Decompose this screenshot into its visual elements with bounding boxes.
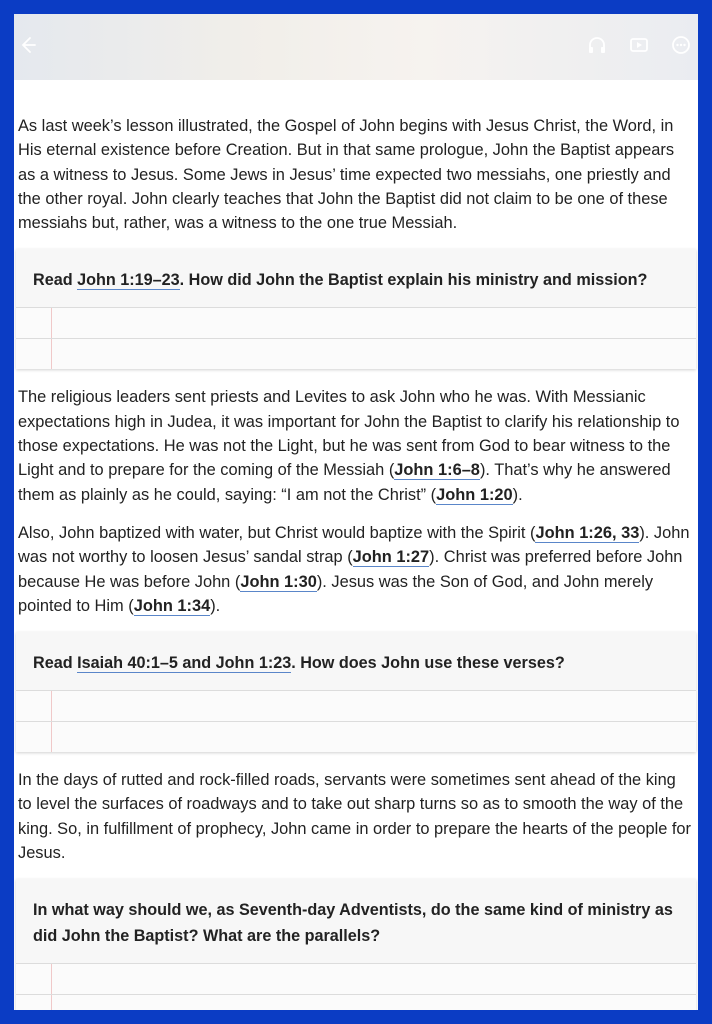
answer-line[interactable] [16, 963, 696, 994]
paragraph-intro: As last week’s lesson illustrated, the Gospel of John begins with Jesus Christ, the Word, in His eternal existence before Creation. But in that same prologue, John the Baptist appears as a witness to Jesus. Some Jews in Jesus’ time expected two messiahs, one priestly and the other royal. John clearly teaches that John the Baptist did not claim to be one of these messiahs but, rather, was a witness to the one true Messiah. [18, 117, 675, 233]
back-arrow-icon[interactable] [16, 34, 38, 56]
lesson-content [18, 114, 694, 1010]
scripture-link[interactable]: John 1:27 [352, 548, 430, 567]
answer-line[interactable] [16, 338, 696, 369]
question-2-text: . How does John use these verses? [291, 654, 565, 673]
scripture-link[interactable]: John 1:19–23 [77, 271, 180, 290]
text-span: ). John was not worthy to loosen Jesus’ sandal strap ( [18, 523, 690, 567]
text-span: ). [512, 485, 523, 504]
question-3: In what way should we, as Seventh-day Adventists, do the same kind of ministry as did John the Baptist? What are the parallels? [33, 901, 673, 946]
video-icon[interactable] [628, 34, 650, 56]
paragraph-leaders [18, 385, 694, 506]
scripture-link[interactable]: John 1:30 [240, 572, 317, 591]
scripture-link[interactable]: Isaiah 40:1–5 and John 1:23 [77, 654, 292, 673]
question-box-1 [16, 249, 696, 369]
question-1 [16, 249, 696, 307]
question-1-prefix: Read [33, 271, 78, 290]
answer-line[interactable] [16, 690, 696, 721]
scripture-link[interactable]: John 1:34 [133, 596, 211, 615]
answer-line[interactable] [16, 721, 696, 752]
more-options-icon[interactable] [670, 34, 692, 56]
scripture-link[interactable]: John 1:6–8 [394, 461, 480, 480]
question-box-2 [16, 632, 696, 752]
scripture-link[interactable]: John 1:20 [436, 485, 513, 504]
question-box-3 [16, 879, 696, 1010]
screen [14, 14, 698, 1010]
question-1-text: . How did John the Baptist explain his ministry and mission? [179, 271, 648, 290]
paragraph-roads: In the days of rutted and rock-filled roads, servants were sometimes sent ahead of the king to level the surfaces of roadways and to take out sharp turns so as to smooth the way of the king. So, in fulfillment of prophecy, John came in order to prepare the hearts of the people for Jesus. [18, 771, 692, 863]
text-span: ). That’s why he answered them as plainly as he could, saying: “I am not the Christ” ( [18, 461, 671, 504]
paragraph-baptism [18, 521, 694, 618]
text-span: ). [210, 596, 221, 615]
answer-line[interactable] [16, 994, 696, 1010]
answer-line[interactable] [16, 307, 696, 338]
question-2 [16, 632, 696, 690]
scripture-link[interactable]: John 1:26, 33 [535, 523, 640, 542]
question-2-prefix: Read [33, 654, 78, 673]
text-span: ). Christ was preferred before John because He was before John ( [18, 548, 683, 591]
text-span: Also, John baptized with water, but Christ would baptize with the Spirit ( [18, 523, 536, 542]
text-span: The religious leaders sent priests and Levites to ask John who he was. With Messianic expectations high in Judea, it was important for John the Baptist to clarify his relationship to those expectations. He was not the Light, but he was sent from God to bear witness to the Light and to prepare for the coming of the Messiah ( [18, 388, 680, 480]
text-span: ). Jesus was the Son of God, and John merely pointed to Him ( [18, 572, 654, 615]
headphones-icon[interactable] [586, 34, 608, 56]
